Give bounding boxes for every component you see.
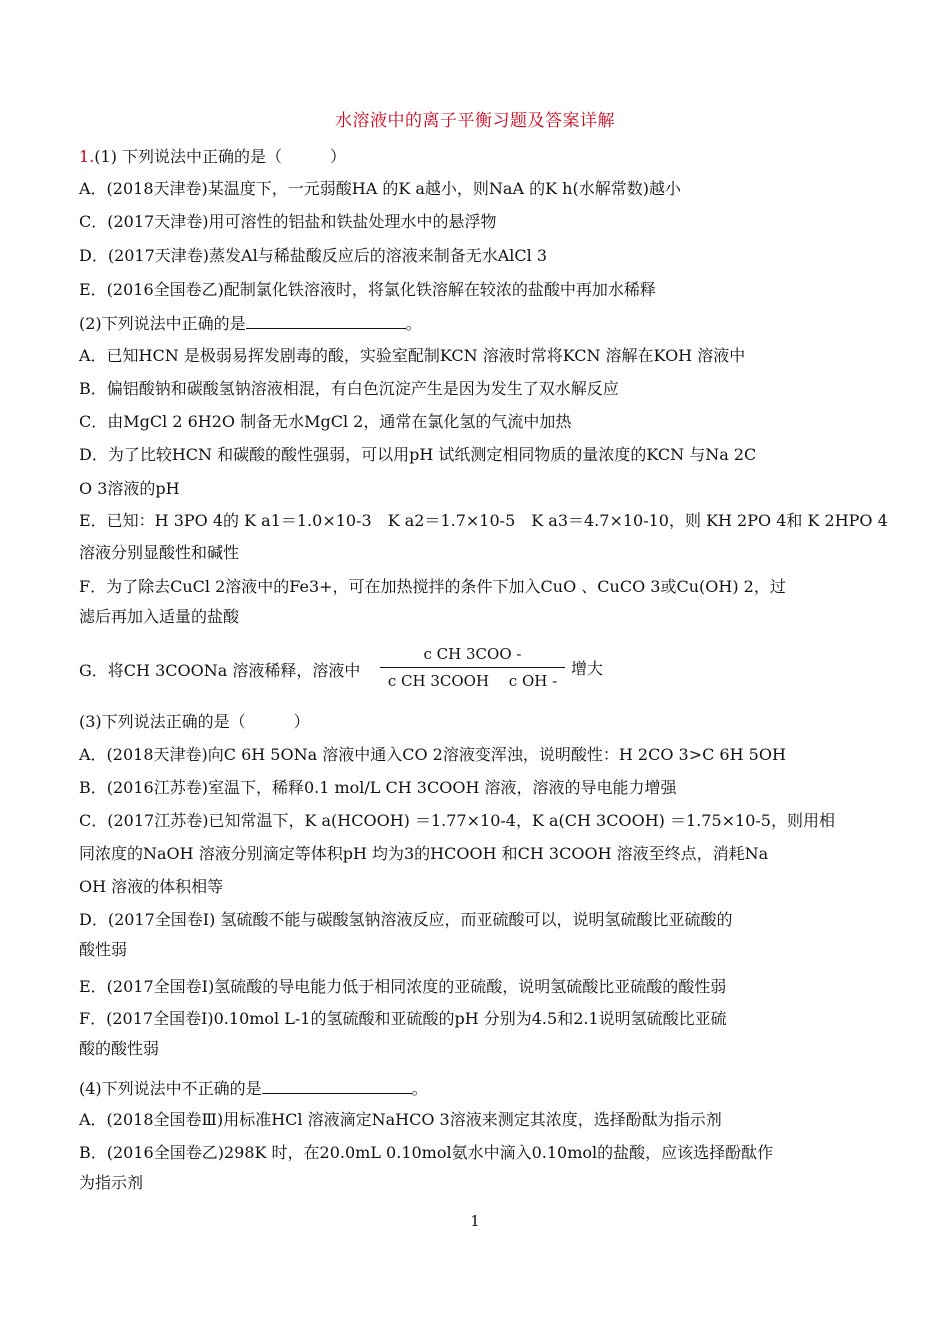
fraction-denominator: c CH 3COOH c OH - [387, 672, 558, 690]
q1-part3-option-d-line1: D．(2017全国卷Ⅰ) 氢硫酸不能与碳酸氢钠溶液反应，而亚硫酸可以，说明氢硫酸比亚硫酸的 [79, 910, 733, 929]
page-number: 1 [470, 1212, 480, 1230]
q1-part3-option-c-line3: OH 溶液的体积相等 [79, 877, 224, 896]
q1-part1-option-a: A．(2018天津卷)某温度下，一元弱酸HA 的K a越小，则NaA 的K h(水解常数)越小 [79, 179, 681, 198]
q1-part3-option-d-line2: 酸性弱 [79, 940, 128, 959]
q1-number: 1. [79, 147, 95, 166]
q1-part3-option-e: E．(2017全国卷Ⅰ)氢硫酸的导电能力低于相同浓度的亚硫酸，说明氢硫酸比亚硫酸的酸性弱 [79, 977, 727, 996]
q1-part2-option-f-line2: 滤后再加入适量的盐酸 [79, 607, 240, 626]
q1-part4-option-b-line2: 为指示剂 [79, 1173, 144, 1192]
q1-part2-option-f-line1: F．为了除去CuCl 2溶液中的Fe3+，可在加热搅拌的条件下加入CuO 、CuCO 3或Cu(OH) 2，过 [79, 577, 786, 596]
q1-part2-option-a: A．已知HCN 是极弱易挥发剧毒的酸，实验室配制KCN 溶液时常将KCN 溶解在KOH 溶液中 [79, 346, 746, 365]
q1-part1-option-d: D．(2017天津卷)蒸发Al与稀盐酸反应后的溶液来制备无水AlCl 3 [79, 246, 548, 265]
q1-part1-option-c: C．(2017天津卷)用可溶性的铝盐和铁盐处理水中的悬浮物 [79, 212, 497, 231]
q1-part2-option-d-line1: D．为了比较HCN 和碳酸的酸性强弱，可以用pH 试纸测定相同物质的量浓度的KCN 与Na 2C [79, 445, 757, 464]
concentration-fraction [380, 643, 565, 692]
q1-part2-option-e-line2: 溶液分别显酸性和碱性 [79, 543, 240, 562]
answer-blank[interactable] [246, 312, 406, 329]
q1-part2-option-g-prefix: G．将CH 3COONa 溶液稀释，溶液中 [79, 661, 361, 680]
q1-part2-stem: (2)下列说法中正确的是 。 [79, 314, 422, 333]
q1-part3-stem: (3)下列说法正确的是（ ） [79, 712, 310, 731]
q1-part2-option-b: B．偏铝酸钠和碳酸氢钠溶液相混，有白色沉淀产生是因为发生了双水解反应 [79, 379, 619, 398]
q1-part2-option-d-line2: O 3溶液的pH [79, 479, 180, 498]
fraction-bar [380, 667, 565, 668]
q1-part2-option-c: C．由MgCl 2 6H2O 制备无水MgCl 2，通常在氯化氢的气流中加热 [79, 412, 572, 431]
q1-part4-option-b-line1: B．(2016全国卷乙)298K 时，在20.0mL 0.10mol氨水中滴入0.10mol的盐酸，应该选择酚酞作 [79, 1143, 774, 1162]
q1-part4-option-a: A．(2018全国卷Ⅲ)用标准HCl 溶液滴定NaHCO 3溶液来测定其浓度，选择酚酞为指示剂 [79, 1110, 722, 1129]
q1-part1-option-e: E．(2016全国卷乙)配制氯化铁溶液时，将氯化铁溶解在较浓的盐酸中再加水稀释 [79, 280, 656, 299]
fraction-numerator: c CH 3COO - [423, 645, 522, 663]
q1-part4-stem: (4)下列说法中不正确的是 。 [79, 1079, 428, 1098]
answer-blank[interactable] [262, 1077, 412, 1094]
q1-part2-option-e-line1: E．已知：H 3PO 4的 K a1＝1.0×10-3 K a2＝1.7×10-5 K a3＝4.7×10-10，则 KH 2PO 4和 K 2HPO 4 [79, 511, 888, 530]
q1-part3-option-b: B．(2016江苏卷)室温下，稀释0.1 mol/L CH 3COOH 溶液，溶液的导电能力增强 [79, 778, 677, 797]
q1-part1-stem: 1.(1) 下列说法中正确的是（ ） [79, 147, 347, 166]
q1-part3-option-c-line2: 同浓度的NaOH 溶液分别滴定等体积pH 均为3的HCOOH 和CH 3COOH 溶液至终点，消耗Na [79, 844, 769, 863]
q1-part3-option-f-line2: 酸的酸性弱 [79, 1039, 160, 1058]
q1-part2-option-g-suffix: 增大 [571, 659, 604, 678]
page-title: 水溶液中的离子平衡习题及答案详解 [335, 111, 615, 131]
q1-part3-option-c-line1: C．(2017江苏卷)已知常温下，K a(HCOOH) ＝1.77×10-4，K a(CH 3COOH) ＝1.75×10-5，则用相 [79, 811, 835, 830]
q1-part3-option-a: A．(2018天津卷)向C 6H 5ONa 溶液中通入CO 2溶液变浑浊，说明酸性：H 2CO 3>C 6H 5OH [79, 745, 786, 764]
q1-part3-option-f-line1: F．(2017全国卷Ⅰ)0.10mol L-1的氢硫酸和亚硫酸的pH 分别为4.5和2.1说明氢硫酸比亚硫 [79, 1009, 727, 1028]
